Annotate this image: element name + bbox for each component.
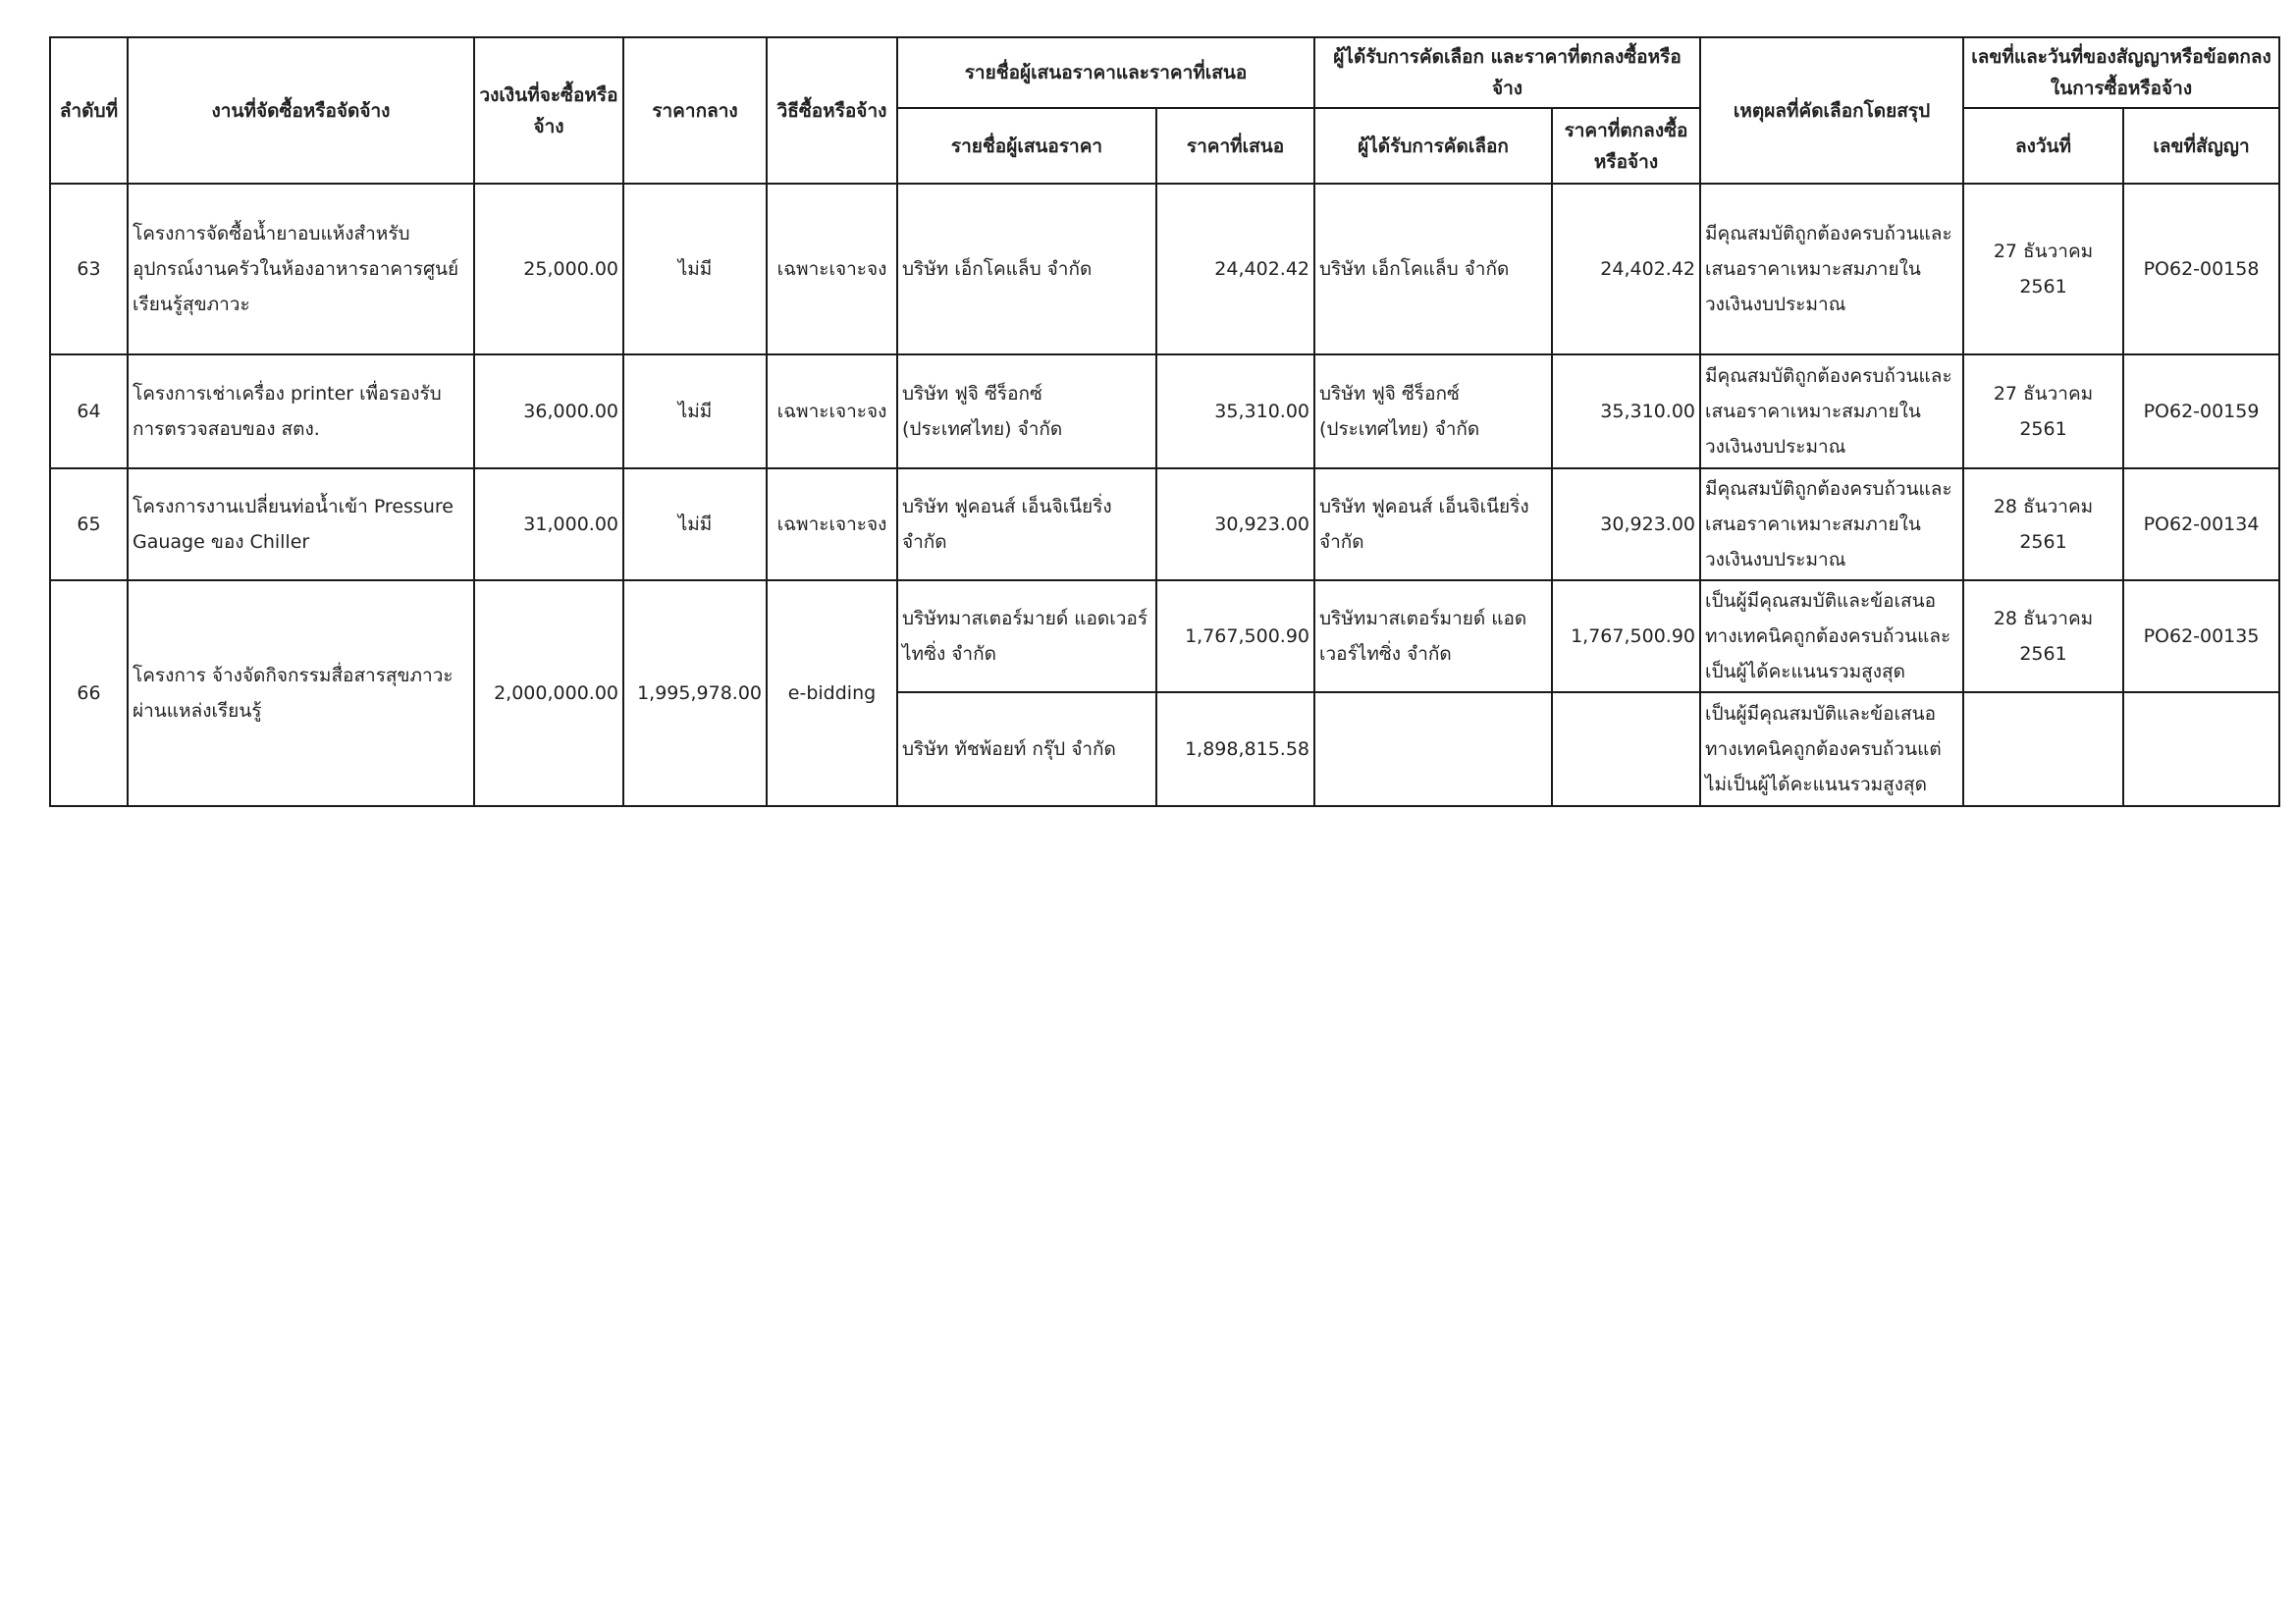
row-method: เฉพาะเจาะจง [767, 468, 897, 580]
header-winner-group: ผู้ได้รับการคัดเลือก และราคาที่ตกลงซื้อหรือจ้าง [1314, 37, 1700, 108]
header-method: วิธีซื้อหรือจ้าง [767, 37, 897, 184]
header-bidders-group: รายชื่อผู้เสนอราคาและราคาที่เสนอ [897, 37, 1314, 108]
table-row [50, 580, 2279, 692]
row-work: โครงการ จ้างจัดกิจกรรมสื่อสารสุขภาวะผ่านแหล่งเรียนรู้ [128, 580, 474, 806]
row-work: โครงการจัดซื้อน้ำยาอบแห้งสำหรับอุปกรณ์งานครัวในห้องอาหารอาคารศูนย์เรียนรู้สุขภาวะ [128, 184, 474, 354]
row-bidder-name: บริษัท เอ็กโคแล็บ จำกัด [897, 184, 1156, 354]
header-work: งานที่จัดซื้อหรือจัดจ้าง [128, 37, 474, 184]
table-row [50, 468, 2279, 580]
row-winner-name: บริษัท ฟูจิ ซีร็อกซ์ (ประเทศไทย) จำกัด [1314, 354, 1552, 468]
header-contract-no: เลขที่สัญญา [2123, 108, 2279, 184]
table-row [50, 354, 2279, 468]
row-budget: 25,000.00 [474, 184, 623, 354]
row-date: 28 ธันวาคม 2561 [1963, 580, 2123, 692]
header-date: ลงวันที่ [1963, 108, 2123, 184]
row-agreed-price: 24,402.42 [1552, 184, 1700, 354]
procurement-table [49, 36, 2280, 807]
row-contract-no: PO62-00158 [2123, 184, 2279, 354]
row-method: เฉพาะเจาะจง [767, 354, 897, 468]
row-contract-no: PO62-00134 [2123, 468, 2279, 580]
header-median-price: ราคากลาง [623, 37, 767, 184]
row-median-price: ไม่มี [623, 468, 767, 580]
row-bid-price: 24,402.42 [1156, 184, 1314, 354]
row-winner-name: บริษัทมาสเตอร์มายด์ แอดเวอร์ไทซิ่ง จำกัด [1314, 580, 1552, 692]
row-budget: 2,000,000.00 [474, 580, 623, 806]
row-median-price: ไม่มี [623, 354, 767, 468]
row-bid-price: 35,310.00 [1156, 354, 1314, 468]
row-bid-price-2: 1,898,815.58 [1156, 692, 1314, 806]
row-winner-name: บริษัท ฟูคอนส์ เอ็นจิเนียริ่ง จำกัด [1314, 468, 1552, 580]
row-bidder-name-2: บริษัท ทัชพ้อยท์ กรุ๊ป จำกัด [897, 692, 1156, 806]
header-contract-group: เลขที่และวันที่ของสัญญาหรือข้อตกลงในการซื้อหรือจ้าง [1963, 37, 2279, 108]
row-reason-2: เป็นผู้มีคุณสมบัติและข้อเสนอทางเทคนิคถูกต้องครบถ้วนแต่ไม่เป็นผู้ได้คะแนนรวมสูงสุด [1700, 692, 1963, 806]
row-date-2 [1963, 692, 2123, 806]
header-bid-price: ราคาที่เสนอ [1156, 108, 1314, 184]
row-reason: มีคุณสมบัติถูกต้องครบถ้วนและเสนอราคาเหมาะสมภายในวงเงินงบประมาณ [1700, 354, 1963, 468]
row-date: 28 ธันวาคม 2561 [1963, 468, 2123, 580]
row-agreed-price: 30,923.00 [1552, 468, 1700, 580]
row-median-price: ไม่มี [623, 184, 767, 354]
row-reason: มีคุณสมบัติถูกต้องครบถ้วนและเสนอราคาเหมาะสมภายในวงเงินงบประมาณ [1700, 468, 1963, 580]
row-bidder-name: บริษัท ฟูจิ ซีร็อกซ์ (ประเทศไทย) จำกัด [897, 354, 1156, 468]
header-winner-name: ผู้ได้รับการคัดเลือก [1314, 108, 1552, 184]
row-agreed-price: 1,767,500.90 [1552, 580, 1700, 692]
row-budget: 31,000.00 [474, 468, 623, 580]
row-bidder-name: บริษัทมาสเตอร์มายด์ แอดเวอร์ไทซิ่ง จำกัด [897, 580, 1156, 692]
row-contract-no-2 [2123, 692, 2279, 806]
header-reason: เหตุผลที่คัดเลือกโดยสรุป [1700, 37, 1963, 184]
row-reason: เป็นผู้มีคุณสมบัติและข้อเสนอทางเทคนิคถูกต้องครบถ้วนและเป็นผู้ได้คะแนนรวมสูงสุด [1700, 580, 1963, 692]
header-agreed-price: ราคาที่ตกลงซื้อหรือจ้าง [1552, 108, 1700, 184]
row-method: e-bidding [767, 580, 897, 806]
row-winner-name-2 [1314, 692, 1552, 806]
row-no: 63 [50, 184, 128, 354]
row-bid-price: 30,923.00 [1156, 468, 1314, 580]
row-contract-no: PO62-00159 [2123, 354, 2279, 468]
row-contract-no: PO62-00135 [2123, 580, 2279, 692]
row-reason: มีคุณสมบัติถูกต้องครบถ้วนและเสนอราคาเหมาะสมภายในวงเงินงบประมาณ [1700, 184, 1963, 354]
row-work: โครงการงานเปลี่ยนท่อน้ำเข้า Pressure Gauage ของ Chiller [128, 468, 474, 580]
row-no: 65 [50, 468, 128, 580]
row-winner-name: บริษัท เอ็กโคแล็บ จำกัด [1314, 184, 1552, 354]
row-date: 27 ธันวาคม 2561 [1963, 354, 2123, 468]
row-date: 27 ธันวาคม 2561 [1963, 184, 2123, 354]
row-agreed-price-2 [1552, 692, 1700, 806]
row-bidder-name: บริษัท ฟูคอนส์ เอ็นจิเนียริ่ง จำกัด [897, 468, 1156, 580]
row-bid-price: 1,767,500.90 [1156, 580, 1314, 692]
row-median-price: 1,995,978.00 [623, 580, 767, 806]
header-no: ลำดับที่ [50, 37, 128, 184]
row-budget: 36,000.00 [474, 354, 623, 468]
header-budget: วงเงินที่จะซื้อหรือจ้าง [474, 37, 623, 184]
row-no: 64 [50, 354, 128, 468]
row-work: โครงการเช่าเครื่อง printer เพื่อรองรับการตรวจสอบของ สตง. [128, 354, 474, 468]
row-no: 66 [50, 580, 128, 806]
header-bidder-name: รายชื่อผู้เสนอราคา [897, 108, 1156, 184]
table-row [50, 184, 2279, 354]
row-method: เฉพาะเจาะจง [767, 184, 897, 354]
row-agreed-price: 35,310.00 [1552, 354, 1700, 468]
